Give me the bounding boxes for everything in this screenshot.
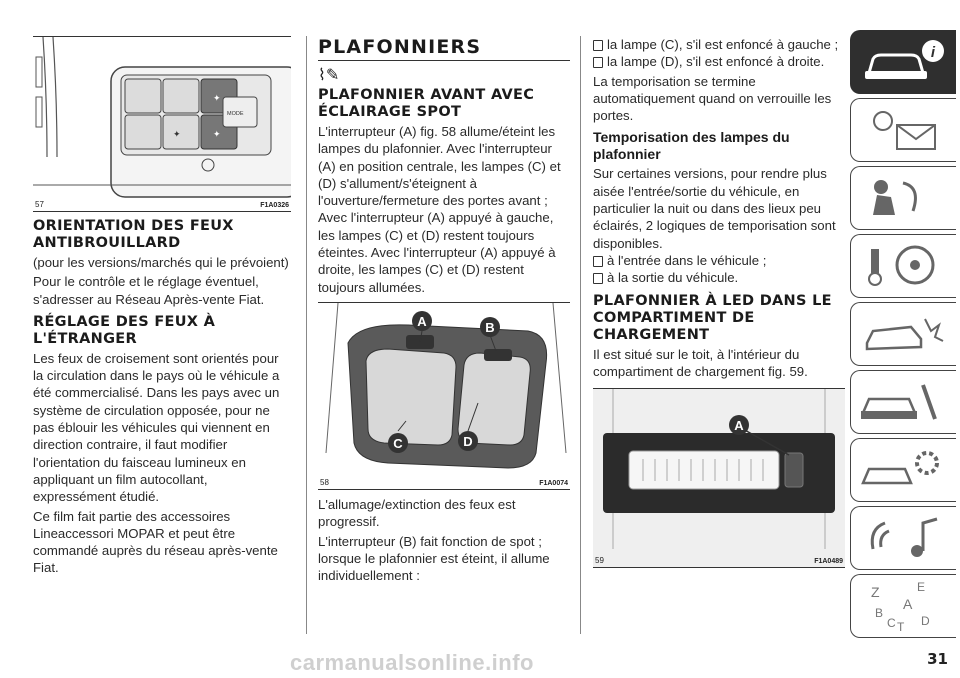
column-divider [306, 36, 307, 634]
figure-59 [593, 388, 845, 568]
led-light-illustration [593, 389, 845, 568]
lamp-icon: ⌇✎ [318, 67, 340, 84]
airbag-seat-icon [851, 167, 951, 227]
index-letter: C [887, 616, 896, 630]
tab-lights-messages[interactable] [850, 98, 956, 162]
tab-safety[interactable] [850, 166, 956, 230]
bullet-item: la lampe (C), s'il est enfoncé à gauche ; [593, 36, 845, 53]
paragraph: L'allumage/extinction des feux est progressif. [318, 496, 516, 530]
column-divider [580, 36, 581, 634]
tab-multimedia[interactable] [850, 506, 956, 570]
light-envelope-icon [851, 99, 951, 159]
index-letter: A [903, 596, 913, 612]
mode-label: MODE [227, 111, 244, 117]
bullet-item: à l'entrée dans le véhicule ; [593, 252, 845, 269]
figure-code: F1A0074 [539, 479, 568, 487]
signal-music-icon [851, 507, 951, 567]
paragraph: (pour les versions/marchés qui le prévoient) [33, 255, 289, 270]
tab-maintenance[interactable] [850, 370, 956, 434]
figure-number: 57 [35, 200, 44, 209]
heading-fog-light-orientation: ORIENTATION DES FEUX ANTIBROUILLARD [33, 218, 234, 251]
paragraph: Sur certaines versions, pour rendre plus aisée l'entrée/sortie du véhicule, en particulier la nuit ou dans des lieux peu éclairés, 2 logiques de temporisation sont disponibles. [593, 166, 836, 251]
paragraph: L'interrupteur (A) fig. 58 allume/éteint les lampes du plafonnier. Avec l'interrupteur (A) en position centrale, les lampes (C) et (D) s'allument/s'éteignent à l'ouverture/fermeture des portes avant ; Avec l'interrupteur (A) appuyé à gauche, les lampes (C) et (D) restent toujours éteintes. Avec l'interrupteur (A) appuyé à droite, les lampes (C) et (D) restent toujours allumées. [318, 124, 561, 295]
car-wrench-icon [851, 371, 951, 431]
paragraph: Il est situé sur le toit, à l'intérieur du compartiment de chargement fig. 59. [593, 346, 808, 379]
svg-text:✦: ✦ [173, 129, 181, 139]
bullet-item: la lampe (D), s'il est enfoncé à droite. [593, 53, 845, 70]
callout-a: A [734, 418, 744, 434]
figure-code: F1A0489 [814, 558, 843, 566]
heading-led-cargo-light: PLAFONNIER À LED DANS LE COMPARTIMENT DE CHARGEMENT [593, 292, 832, 343]
callout-b: B [485, 319, 495, 335]
bullet-item: à la sortie du véhicule. [593, 269, 845, 286]
section-title: PLAFONNIERS [318, 36, 570, 61]
callout-c: C [393, 435, 403, 451]
heading-timer: Temporisation des lampes du plafonnier [593, 129, 790, 163]
column-left [33, 36, 291, 577]
tab-car-info[interactable] [850, 30, 956, 94]
heading-abroad-adjustment: RÉGLAGE DES FEUX À L'ÉTRANGER [33, 313, 216, 347]
paragraph: Les feux de croisement sont orientés pour la circulation dans le pays où le véhicule a été commercialisé. Dans les pays avec un système de circulation opposée, pour ne pas éblouir les véhicules qui viennent en direction contraire, il faut modifier l'orientation du faisceau lumineux en appliquant un film autocollant, expressément étudié. [33, 350, 280, 505]
car-gears-icon [851, 439, 951, 499]
index-letter: T [897, 620, 905, 634]
figure-number: 58 [320, 477, 329, 487]
tab-starting-driving[interactable] [850, 234, 956, 298]
paragraph: La temporisation se termine automatiquement quand on verrouille les portes. [593, 73, 832, 124]
svg-text:✦: ✦ [213, 129, 221, 139]
car-info-icon [851, 31, 951, 91]
watermark: carmanualsonline.info [290, 650, 534, 675]
paragraph: Ce film fait partie des accessoires Lineaccessori MOPAR et peut être commandé auprès du réseau après-vente Fiat. [33, 508, 278, 576]
figure-57 [33, 36, 291, 212]
svg-text:✦: ✦ [213, 93, 221, 103]
callout-a: A [417, 313, 427, 329]
switch-panel-illustration [33, 37, 291, 212]
figure-58 [318, 302, 570, 490]
key-steering-icon [851, 235, 951, 295]
crash-icon [851, 303, 951, 363]
figure-number: 59 [595, 556, 604, 566]
figure-code: F1A0326 [260, 202, 289, 209]
paragraph: L'interrupteur (B) fait fonction de spot ; lorsque le plafonnier est éteint, il allume individuellement : [318, 533, 550, 584]
heading-front-ceiling-light: PLAFONNIER AVANT AVEC ÉCLAIRAGE SPOT [318, 87, 535, 120]
page-number: 31 [927, 650, 948, 668]
svg-text:i: i [930, 44, 936, 61]
callout-d: D [463, 433, 473, 449]
alphabet-index-icon [851, 575, 951, 635]
index-letter: Z [871, 584, 880, 600]
column-right [593, 36, 845, 568]
ceiling-light-illustration [318, 303, 570, 490]
index-letter: B [875, 606, 884, 620]
tab-technical-data[interactable] [850, 438, 956, 502]
index-letter: E [917, 580, 926, 594]
column-middle [318, 36, 570, 584]
paragraph: Pour le contrôle et le réglage éventuel, s'adresser au Réseau Après-vente Fiat. [33, 274, 265, 307]
tab-emergency[interactable] [850, 302, 956, 366]
index-letter: D [921, 614, 930, 628]
tab-index[interactable] [850, 574, 956, 638]
